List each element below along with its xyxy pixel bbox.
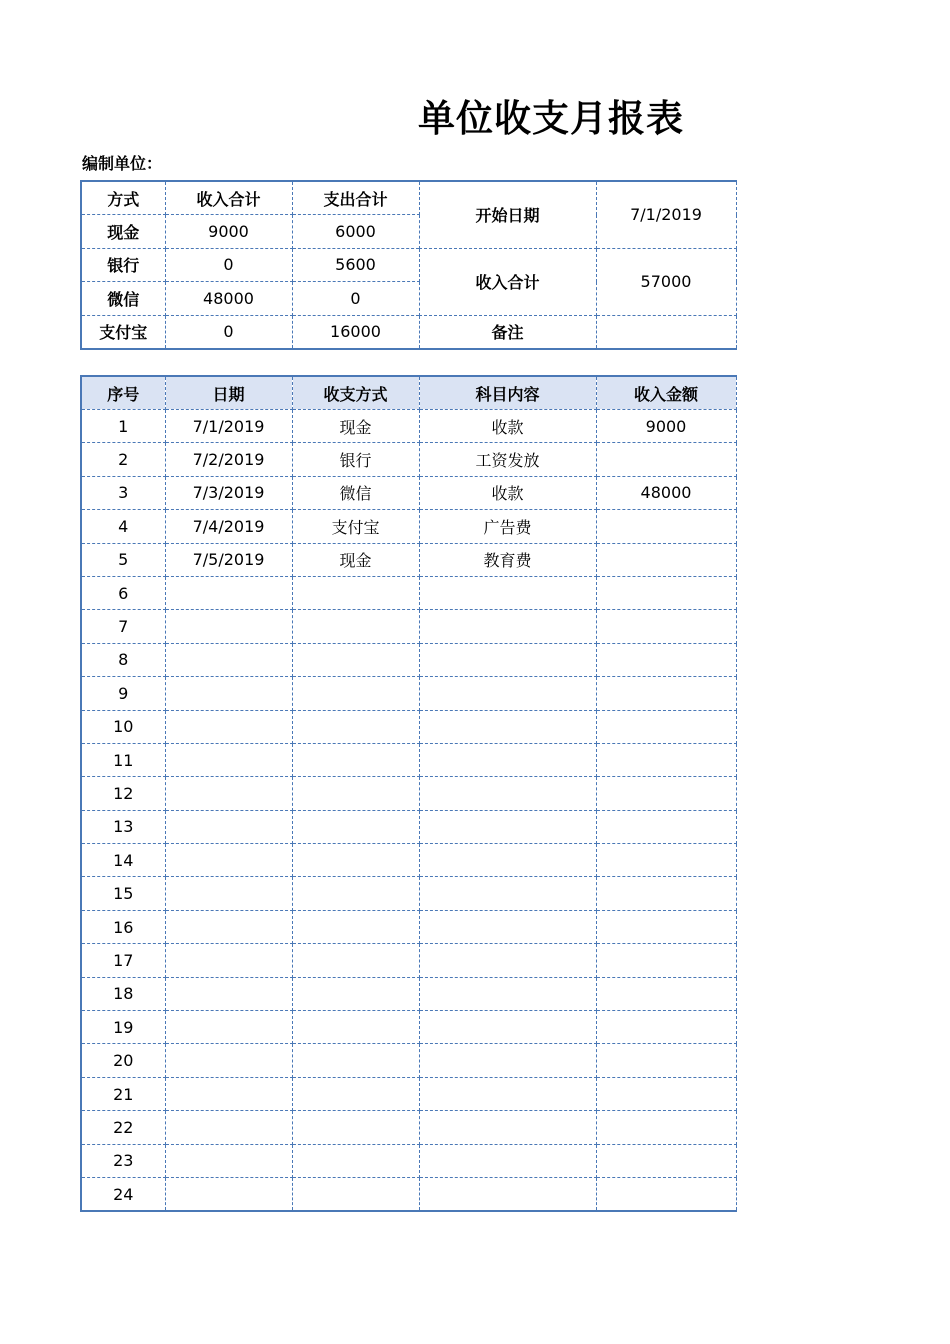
page-title: 单位收支月报表 — [418, 97, 684, 140]
row-date[interactable] — [165, 743, 292, 776]
row-date[interactable] — [165, 810, 292, 843]
table-row — [81, 677, 736, 710]
row-date[interactable] — [165, 1011, 292, 1044]
row-date[interactable] — [165, 944, 292, 977]
summary-income[interactable]: 9000 — [165, 215, 292, 248]
row-date[interactable] — [165, 1111, 292, 1144]
table-row — [81, 610, 736, 643]
summary-row — [81, 315, 736, 349]
row-subject[interactable] — [419, 1177, 596, 1211]
table-row — [81, 643, 736, 676]
table-row — [81, 710, 736, 743]
row-amount[interactable] — [596, 576, 736, 609]
summary-method: 微信 — [81, 282, 165, 315]
row-no: 22 — [81, 1111, 165, 1144]
table-row — [81, 944, 736, 977]
row-method[interactable] — [292, 777, 419, 810]
row-subject[interactable] — [419, 944, 596, 977]
row-no: 3 — [81, 476, 165, 509]
row-method[interactable] — [292, 677, 419, 710]
row-method[interactable] — [292, 844, 419, 877]
row-date[interactable]: 7/1/2019 — [165, 410, 292, 443]
row-method[interactable] — [292, 910, 419, 943]
row-method[interactable] — [292, 1144, 419, 1177]
row-date[interactable]: 7/4/2019 — [165, 510, 292, 543]
row-amount[interactable] — [596, 944, 736, 977]
row-amount[interactable] — [596, 777, 736, 810]
summary-expense[interactable]: 6000 — [292, 215, 419, 248]
row-no: 6 — [81, 576, 165, 609]
row-amount[interactable] — [596, 743, 736, 776]
table-row — [81, 1177, 736, 1211]
ledger-table — [80, 375, 737, 1212]
row-no: 10 — [81, 710, 165, 743]
table-row — [81, 1044, 736, 1077]
row-no: 16 — [81, 910, 165, 943]
row-amount[interactable] — [596, 543, 736, 576]
row-no: 7 — [81, 610, 165, 643]
row-no: 1 — [81, 410, 165, 443]
row-amount[interactable] — [596, 910, 736, 943]
table-row — [81, 410, 736, 443]
row-amount[interactable] — [596, 677, 736, 710]
row-method[interactable] — [292, 977, 419, 1010]
row-date[interactable] — [165, 677, 292, 710]
row-subject[interactable] — [419, 1144, 596, 1177]
row-subject[interactable] — [419, 710, 596, 743]
row-date[interactable] — [165, 910, 292, 943]
row-no: 8 — [81, 643, 165, 676]
row-date[interactable] — [165, 1044, 292, 1077]
row-no: 14 — [81, 844, 165, 877]
row-subject[interactable] — [419, 810, 596, 843]
row-amount[interactable] — [596, 1177, 736, 1211]
row-method[interactable] — [292, 1044, 419, 1077]
table-row — [81, 810, 736, 843]
row-no: 13 — [81, 810, 165, 843]
row-amount[interactable]: 48000 — [596, 476, 736, 509]
row-method[interactable] — [292, 877, 419, 910]
ledger-header-no: 序号 — [81, 376, 165, 410]
ledger-header-date: 日期 — [165, 376, 292, 410]
total-income-value[interactable]: 57000 — [596, 248, 736, 315]
remark-value[interactable] — [596, 315, 736, 349]
row-amount[interactable] — [596, 1044, 736, 1077]
row-date[interactable] — [165, 643, 292, 676]
summary-method: 银行 — [81, 248, 165, 281]
table-row — [81, 1144, 736, 1177]
table-row — [81, 844, 736, 877]
ledger-header-subject: 科目内容 — [419, 376, 596, 410]
row-date[interactable]: 7/3/2019 — [165, 476, 292, 509]
row-no: 21 — [81, 1077, 165, 1110]
row-method[interactable] — [292, 610, 419, 643]
row-method[interactable]: 微信 — [292, 476, 419, 509]
row-subject[interactable] — [419, 877, 596, 910]
row-subject[interactable] — [419, 1111, 596, 1144]
table-row — [81, 743, 736, 776]
row-amount[interactable] — [596, 1111, 736, 1144]
summary-row — [81, 248, 736, 281]
row-amount[interactable] — [596, 810, 736, 843]
summary-income[interactable]: 48000 — [165, 282, 292, 315]
table-row — [81, 1077, 736, 1110]
row-no: 9 — [81, 677, 165, 710]
row-subject[interactable]: 教育费 — [419, 543, 596, 576]
table-row — [81, 543, 736, 576]
summary-income[interactable]: 0 — [165, 315, 292, 349]
total-income-label: 收入合计 — [419, 248, 596, 315]
row-method[interactable] — [292, 576, 419, 609]
row-date[interactable]: 7/5/2019 — [165, 543, 292, 576]
row-subject[interactable]: 收款 — [419, 476, 596, 509]
row-no: 18 — [81, 977, 165, 1010]
row-date[interactable] — [165, 710, 292, 743]
row-date[interactable] — [165, 877, 292, 910]
start-date-label: 开始日期 — [419, 181, 596, 248]
row-amount[interactable]: 9000 — [596, 410, 736, 443]
row-method[interactable] — [292, 710, 419, 743]
row-subject[interactable] — [419, 677, 596, 710]
row-amount[interactable] — [596, 1077, 736, 1110]
row-date[interactable] — [165, 1077, 292, 1110]
row-amount[interactable] — [596, 844, 736, 877]
row-method[interactable] — [292, 1177, 419, 1211]
row-subject[interactable]: 收款 — [419, 410, 596, 443]
row-subject[interactable] — [419, 610, 596, 643]
row-no: 4 — [81, 510, 165, 543]
summary-header-row — [81, 181, 736, 215]
row-amount[interactable] — [596, 1144, 736, 1177]
row-no: 23 — [81, 1144, 165, 1177]
row-method[interactable] — [292, 743, 419, 776]
row-date[interactable] — [165, 1144, 292, 1177]
summary-header-expense: 支出合计 — [292, 181, 419, 215]
row-amount[interactable] — [596, 443, 736, 476]
row-date[interactable] — [165, 777, 292, 810]
row-method[interactable]: 银行 — [292, 443, 419, 476]
start-date-value[interactable]: 7/1/2019 — [596, 181, 736, 248]
table-row — [81, 1011, 736, 1044]
row-date[interactable]: 7/2/2019 — [165, 443, 292, 476]
row-amount[interactable] — [596, 877, 736, 910]
remark-label: 备注 — [419, 315, 596, 349]
row-subject[interactable] — [419, 977, 596, 1010]
ledger-header-row — [81, 376, 736, 410]
row-no: 12 — [81, 777, 165, 810]
row-amount[interactable] — [596, 510, 736, 543]
row-method[interactable]: 现金 — [292, 543, 419, 576]
row-date[interactable] — [165, 576, 292, 609]
row-subject[interactable]: 广告费 — [419, 510, 596, 543]
summary-header-income: 收入合计 — [165, 181, 292, 215]
ledger-header-method: 收支方式 — [292, 376, 419, 410]
row-amount[interactable] — [596, 643, 736, 676]
table-row — [81, 777, 736, 810]
summary-method: 现金 — [81, 215, 165, 248]
row-no: 2 — [81, 443, 165, 476]
summary-header-method: 方式 — [81, 181, 165, 215]
summary-expense[interactable]: 5600 — [292, 248, 419, 281]
row-subject[interactable] — [419, 910, 596, 943]
row-subject[interactable] — [419, 1077, 596, 1110]
row-method[interactable] — [292, 643, 419, 676]
row-no: 19 — [81, 1011, 165, 1044]
row-no: 11 — [81, 743, 165, 776]
table-row — [81, 510, 736, 543]
summary-method: 支付宝 — [81, 315, 165, 349]
table-row — [81, 476, 736, 509]
row-date[interactable] — [165, 610, 292, 643]
row-method[interactable] — [292, 1077, 419, 1110]
row-subject[interactable] — [419, 576, 596, 609]
row-amount[interactable] — [596, 977, 736, 1010]
ledger-body — [81, 410, 736, 1212]
row-amount[interactable] — [596, 610, 736, 643]
table-row — [81, 443, 736, 476]
summary-expense[interactable]: 16000 — [292, 315, 419, 349]
row-no: 15 — [81, 877, 165, 910]
row-method[interactable]: 现金 — [292, 410, 419, 443]
row-subject[interactable] — [419, 1011, 596, 1044]
row-method[interactable] — [292, 1011, 419, 1044]
table-row — [81, 977, 736, 1010]
row-subject[interactable] — [419, 643, 596, 676]
row-date[interactable] — [165, 977, 292, 1010]
row-method[interactable] — [292, 944, 419, 977]
row-no: 20 — [81, 1044, 165, 1077]
row-no: 24 — [81, 1177, 165, 1211]
row-amount[interactable] — [596, 1011, 736, 1044]
row-method[interactable] — [292, 810, 419, 843]
row-subject[interactable] — [419, 1044, 596, 1077]
unit-label: 编制单位： — [82, 154, 163, 173]
table-row — [81, 910, 736, 943]
row-subject[interactable]: 工资发放 — [419, 443, 596, 476]
row-no: 17 — [81, 944, 165, 977]
table-row — [81, 877, 736, 910]
table-row — [81, 576, 736, 609]
row-date[interactable] — [165, 1177, 292, 1211]
ledger-header-amount: 收入金额 — [596, 376, 736, 410]
row-method[interactable]: 支付宝 — [292, 510, 419, 543]
table-row — [81, 1111, 736, 1144]
row-method[interactable] — [292, 1111, 419, 1144]
row-subject[interactable] — [419, 844, 596, 877]
row-date[interactable] — [165, 844, 292, 877]
summary-income[interactable]: 0 — [165, 248, 292, 281]
summary-table — [80, 180, 737, 350]
summary-expense[interactable]: 0 — [292, 282, 419, 315]
row-subject[interactable] — [419, 743, 596, 776]
row-amount[interactable] — [596, 710, 736, 743]
row-subject[interactable] — [419, 777, 596, 810]
row-no: 5 — [81, 543, 165, 576]
